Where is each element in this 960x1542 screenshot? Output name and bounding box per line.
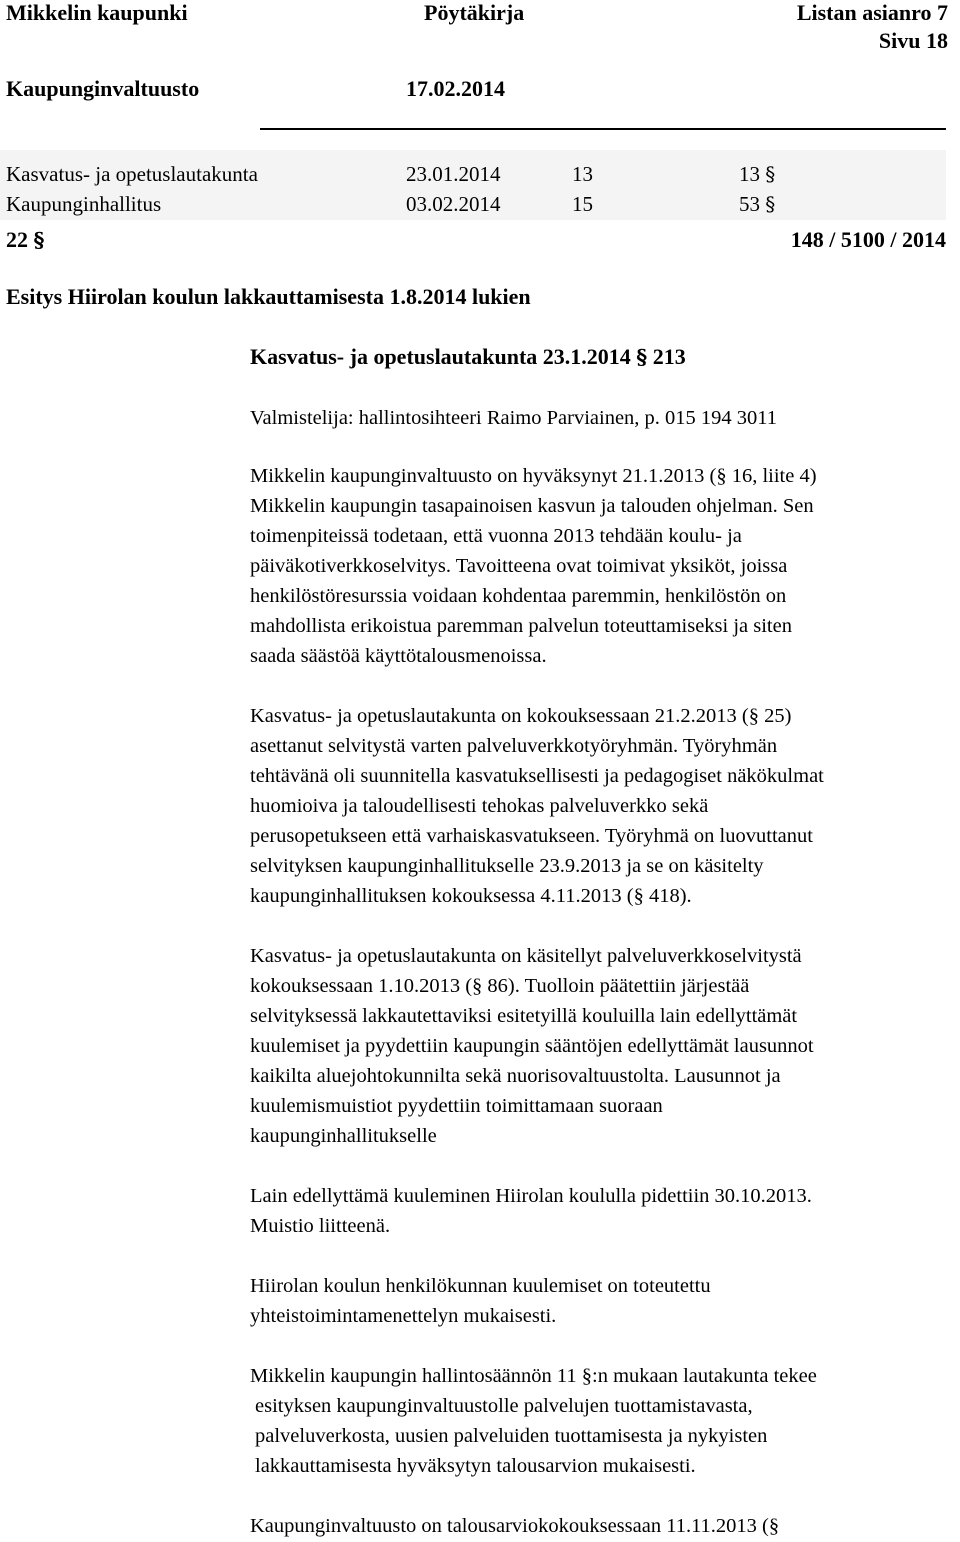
paragraph-line: Mikkelin kaupungin tasapainoisen kasvun ja talouden ohjelman. Sen [250, 495, 814, 517]
item-number: Listan asianro 7 [796, 0, 948, 25]
case-number: 22 § [6, 227, 45, 252]
meeting-date: 17.02.2014 [406, 76, 505, 101]
paragraph-line: palveluverkosta, uusien palveluiden tuottamisesta ja nykyisten [255, 1425, 768, 1447]
section-symbol: § [765, 162, 776, 186]
paragraph-line: kaupunginhallitukselle [250, 1125, 437, 1147]
paragraph-line: Hiirolan koulun henkilökunnan kuulemiset on toteutettu [250, 1275, 711, 1297]
board-heading: Kasvatus- ja opetuslautakunta 23.1.2014 § 213 [250, 344, 686, 369]
paragraph-line: tehtävänä oli suunnitella kasvatuksellisesti ja pedagogiset näkökulmat [250, 765, 824, 787]
paragraph-line: kuulemismuistiot pyydettiin toimittamaan suoraan [250, 1095, 663, 1117]
paragraph-line: kokouksessaan 1.10.2013 (§ 86). Tuolloin päätettiin järjestää [250, 975, 750, 997]
history-number: 13 [572, 162, 593, 186]
paragraph-line: kuulemiset ja pyydettiin kaupungin sääntöjen edellyttämät lausunnot [250, 1035, 814, 1057]
document-type: Pöytäkirja [424, 0, 525, 25]
paragraph [250, 1181, 950, 1241]
paragraph-line: yhteistoimintamenettelyn mukaisesti. [250, 1305, 557, 1327]
case-title: Esitys Hiirolan koulun lakkauttamisesta 1.8.2014 lukien [6, 284, 531, 309]
history-body: Kasvatus- ja opetuslautakunta [6, 162, 258, 186]
paragraph-line: selvityksen kaupunginhallitukselle 23.9.2013 ja se on käsitelty [250, 855, 764, 877]
paragraph-line: mahdollista erikoistua paremman palvelun toteuttamiseksi ja siten [250, 615, 792, 637]
paragraph-line: selvityksessä lakkautettaviksi esitetyillä kouluilla lain edellyttämät [250, 1005, 798, 1027]
section-symbol: § [33, 227, 45, 252]
history-body: Kaupunginhallitus [6, 192, 162, 216]
paragraph [250, 941, 950, 1151]
paragraph [250, 1361, 950, 1481]
history-number: 15 [572, 192, 593, 216]
meeting-body: Kaupunginvaltuusto [6, 76, 200, 101]
paragraph-line: päiväkotiverkkoselvitys. Tavoitteena ovat toimivat yksiköt, joissa [250, 555, 788, 577]
paragraph-line: Mikkelin kaupungin hallintosäännön 11 §:n mukaan lautakunta tekee [250, 1365, 817, 1387]
paragraph-line: Mikkelin kaupunginvaltuusto on hyväksynyt 21.1.2013 (§ 16, liite 4) [250, 465, 817, 487]
preparer-line: Valmistelija: hallintosihteeri Raimo Parviainen, p. 015 194 3011 [250, 407, 778, 429]
paragraph-line: Lain edellyttämä kuuleminen Hiirolan koululla pidettiin 30.10.2013. [250, 1185, 812, 1207]
page-number: Sivu 18 [878, 28, 948, 53]
paragraph-line: Kasvatus- ja opetuslautakunta on käsitellyt palveluverkkoselvitystä [250, 945, 802, 967]
paragraph-line: Kasvatus- ja opetuslautakunta on kokouksessaan 21.2.2013 (§ 25) [250, 705, 792, 727]
paragraph-line: toimenpiteissä todetaan, että vuonna 2013 tehdään koulu- ja [250, 525, 742, 547]
paragraph-line: Muistio liitteenä. [250, 1215, 391, 1237]
paragraph-line: Kaupunginvaltuusto on talousarviokokouksessaan 11.11.2013 (§ [250, 1515, 780, 1537]
paragraph-line: asettanut selvitystä varten palveluverkkotyöryhmän. Työryhmän [250, 735, 778, 757]
paragraph-line: kaupunginhallituksen kokouksessa 4.11.2013 (§ 418). [250, 885, 692, 907]
paragraph-line: huomioiva ja taloudellisesti tehokas palveluverkko sekä [250, 795, 709, 817]
history-section: 13 § [739, 162, 776, 186]
section-symbol: § [765, 192, 776, 216]
paragraph [250, 461, 950, 671]
diary-number: 148 / 5100 / 2014 [790, 227, 946, 252]
history-date: 23.01.2014 [406, 162, 501, 186]
paragraph-line: henkilöstöresurssia voidaan kohdentaa paremmin, henkilöstön on [250, 585, 787, 607]
paragraph-line: saada säästöä käyttötalousmenoissa. [250, 645, 547, 667]
paragraph-line: esityksen kaupunginvaltuustolle palvelujen tuottamistavasta, [255, 1395, 753, 1417]
paragraph-line: lakkauttamisesta hyväksytyn talousarvion mukaisesti. [255, 1455, 696, 1477]
history-section: 53 § [739, 192, 776, 216]
paragraph-line: kaikilta aluejohtokunnilta sekä nuorisovaltuustolta. Lausunnot ja [250, 1065, 781, 1087]
history-date: 03.02.2014 [406, 192, 501, 216]
paragraph-line: perusopetukseen että varhaiskasvatukseen. Työryhmä on luovuttanut [250, 825, 813, 847]
paragraph [250, 701, 950, 911]
section-symbol: § [636, 344, 648, 369]
org-name: Mikkelin kaupunki [6, 0, 188, 25]
header-rule [260, 128, 946, 130]
paragraph [250, 1271, 950, 1331]
paragraph [250, 1511, 950, 1541]
